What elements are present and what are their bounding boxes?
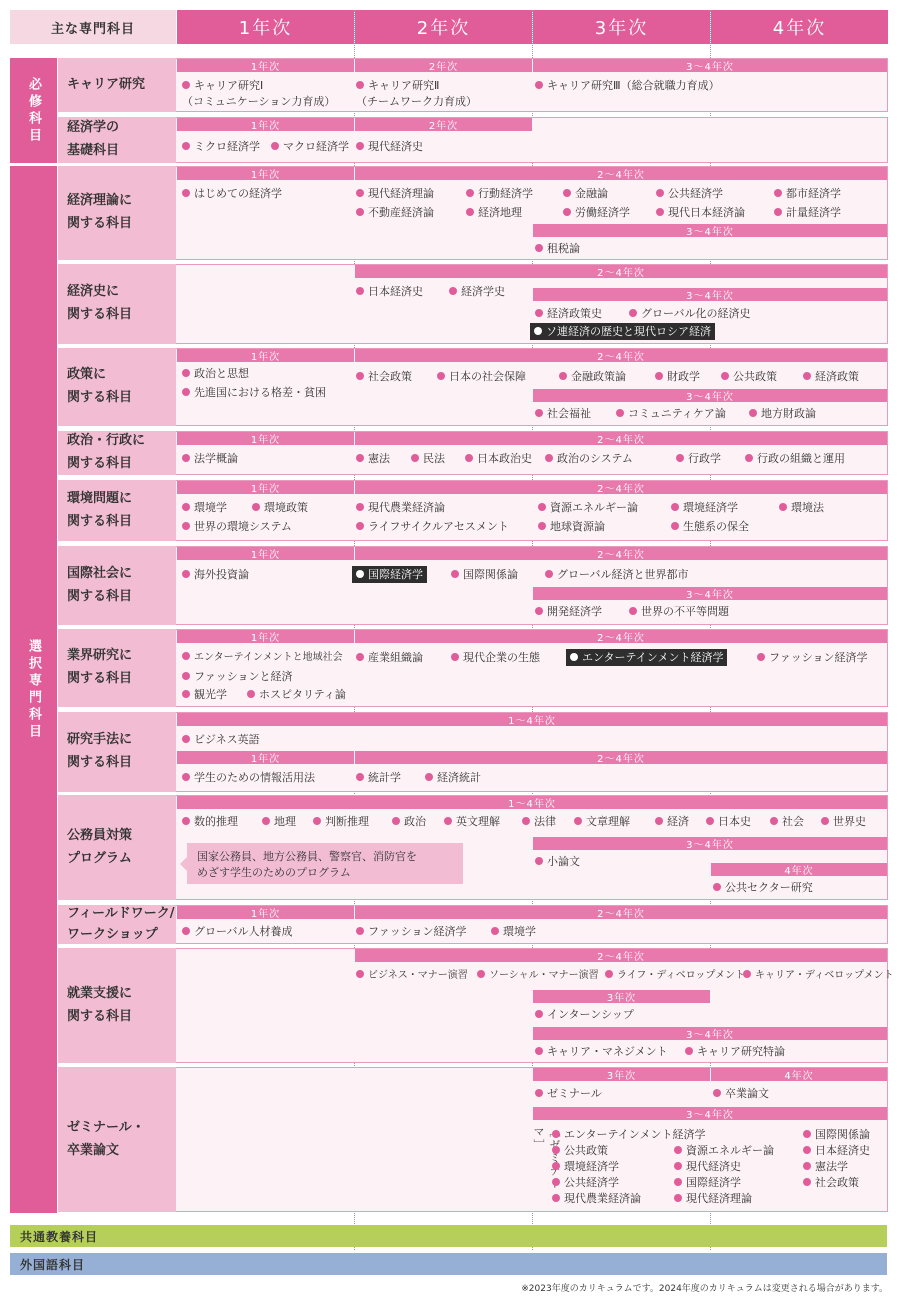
course-item: 英文理解 bbox=[444, 814, 500, 829]
row-label: フィールドワーク/ ワークショップ bbox=[58, 905, 176, 944]
course-item: 現代企業の生態 bbox=[451, 650, 540, 665]
year-bar: 3～4年次 bbox=[533, 837, 887, 850]
year-bar: 1年次 bbox=[177, 751, 354, 764]
year-bar: 4年次 bbox=[711, 1068, 887, 1081]
course-item: 行動経済学 bbox=[466, 186, 533, 201]
year-bar: 1年次 bbox=[177, 906, 354, 919]
course-item: 政治と思想 bbox=[182, 366, 249, 381]
year-bar: 1～4年次 bbox=[177, 796, 887, 809]
year-bar: 1年次 bbox=[177, 349, 354, 362]
course-item: 行政学 bbox=[676, 451, 721, 466]
row-label: 公務員対策 プログラム bbox=[58, 795, 176, 900]
seminar-theme-label: ［ゼミテーマ］ bbox=[532, 1126, 561, 1191]
course-item: 生態系の保全 bbox=[671, 519, 749, 534]
course-item: 日本の社会保障 bbox=[437, 369, 526, 384]
highlight-course: ソ連経済の歴史と現代ロシア経済 bbox=[530, 323, 715, 340]
course-item: ファッション経済学 bbox=[757, 650, 868, 665]
course-item: 観光学 bbox=[182, 687, 227, 702]
year-bar: 2～4年次 bbox=[355, 906, 887, 919]
header-year-4: 4年次 bbox=[711, 10, 888, 44]
course-item: 日本史 bbox=[706, 814, 751, 829]
course-item: 地理 bbox=[262, 814, 296, 829]
course-item: キャリア研究特論 bbox=[685, 1044, 785, 1059]
course-item: 経済政策 bbox=[803, 369, 859, 384]
course-item: 小論文 bbox=[535, 854, 580, 869]
year-bar: 2～4年次 bbox=[355, 949, 887, 962]
group-elective: 選択専門科目 bbox=[10, 166, 57, 1213]
course-item: 政治のシステム bbox=[545, 451, 633, 466]
course-item: はじめての経済学 bbox=[182, 186, 282, 201]
course-item: キャリア・ディベロップメント bbox=[743, 968, 894, 983]
course-item: エンターテインメント経済学 bbox=[552, 1127, 705, 1142]
row-label: 経済史に 関する科目 bbox=[58, 264, 176, 344]
course-item: 現代経済理論 bbox=[674, 1191, 752, 1206]
year-bar: 3～4年次 bbox=[533, 288, 887, 301]
year-bar: 3年次 bbox=[533, 1068, 710, 1081]
course-item: 公共経済学 bbox=[656, 186, 723, 201]
course-item: ミクロ経済学 bbox=[182, 139, 260, 154]
course-item: 労働経済学 bbox=[563, 205, 630, 220]
course-item: グローバル化の経済史 bbox=[629, 306, 750, 321]
course-item: 憲法 bbox=[356, 451, 390, 466]
course-item: キャリア・マネジメント bbox=[535, 1044, 668, 1059]
course-item: 経済地理 bbox=[466, 205, 522, 220]
year-bar: 3～4年次 bbox=[533, 587, 887, 600]
year-bar: 1年次 bbox=[177, 167, 354, 180]
course-item: 産業組織論 bbox=[356, 650, 423, 665]
common-education-bar: 共通教養科目 bbox=[10, 1225, 887, 1247]
course-item: 社会福祉 bbox=[535, 406, 591, 421]
course-item: 統計学 bbox=[356, 770, 401, 785]
course-item: 環境学 bbox=[182, 500, 227, 515]
course-item: エンターテインメントと地域社会 bbox=[182, 650, 343, 665]
course-item: インターンシップ bbox=[535, 1007, 634, 1022]
course-item: 公共政策 bbox=[552, 1143, 608, 1158]
row-label: 政策に 関する科目 bbox=[58, 348, 176, 426]
course-item: 学生のための情報活用法 bbox=[182, 770, 315, 785]
year-bar: 3～4年次 bbox=[533, 59, 887, 72]
note-pointer bbox=[180, 857, 187, 871]
course-item: 日本経済史 bbox=[356, 284, 423, 299]
year-bar: 2年次 bbox=[355, 59, 532, 72]
header-year-1: 1年次 bbox=[177, 10, 354, 44]
course-item: 憲法学 bbox=[803, 1159, 848, 1174]
row-label: 国際社会に 関する科目 bbox=[58, 546, 176, 625]
course-item: 計量経済学 bbox=[774, 205, 841, 220]
course-item: 社会 bbox=[770, 814, 804, 829]
course-item: 資源エネルギー論 bbox=[674, 1143, 774, 1158]
row-label: 研究手法に 関する科目 bbox=[58, 712, 176, 792]
year-bar: 1年次 bbox=[177, 630, 354, 643]
year-bar: 1年次 bbox=[177, 59, 354, 72]
course-item: ライフサイクルアセスメント bbox=[356, 519, 509, 534]
header-year-3: 3年次 bbox=[533, 10, 710, 44]
row-label: 業界研究に 関する科目 bbox=[58, 629, 176, 707]
course-subtitle: （チームワーク力育成） bbox=[356, 95, 477, 108]
highlight-course: エンターテインメント経済学 bbox=[566, 649, 727, 666]
course-item: 文章理解 bbox=[574, 814, 630, 829]
course-item: 現代農業経済論 bbox=[356, 500, 445, 515]
foreign-language-bar: 外国語科目 bbox=[10, 1253, 887, 1275]
course-item: 公共政策 bbox=[721, 369, 777, 384]
year-bar: 2～4年次 bbox=[355, 349, 887, 362]
course-item: コミュニティケア論 bbox=[616, 406, 726, 421]
course-item: 経済 bbox=[655, 814, 689, 829]
course-item: 法学概論 bbox=[182, 451, 238, 466]
course-item: 現代農業経済論 bbox=[552, 1191, 641, 1206]
course-item: 社会政策 bbox=[803, 1175, 859, 1190]
year-bar: 2年次 bbox=[355, 118, 532, 131]
course-item: 行政の組織と運用 bbox=[745, 451, 845, 466]
year-bar: 2～4年次 bbox=[355, 432, 887, 445]
year-bar: 3年次 bbox=[533, 990, 710, 1003]
year-bar: 2～4年次 bbox=[355, 481, 887, 494]
course-item: グローバル経済と世界都市 bbox=[545, 567, 688, 582]
year-bar: 4年次 bbox=[711, 863, 887, 876]
course-item: 公共セクター研究 bbox=[713, 880, 813, 895]
course-item: 卒業論文 bbox=[713, 1086, 769, 1101]
course-item: ビジネス英語 bbox=[182, 732, 260, 747]
year-bar: 1年次 bbox=[177, 547, 354, 560]
course-item: 金融政策論 bbox=[559, 369, 626, 384]
row-label: 環境問題に 関する科目 bbox=[58, 480, 176, 541]
course-item: 法律 bbox=[522, 814, 556, 829]
course-item: キャリア研究Ⅰ bbox=[182, 78, 263, 93]
course-item: 現代経済史 bbox=[356, 139, 423, 154]
course-item: 都市経済学 bbox=[774, 186, 841, 201]
course-item: 経済政策史 bbox=[535, 306, 602, 321]
course-item: 先進国における格差・貧困 bbox=[182, 385, 326, 400]
course-item: 政治 bbox=[392, 814, 426, 829]
year-bar: 3～4年次 bbox=[533, 224, 887, 237]
course-item: 現代日本経済論 bbox=[656, 205, 745, 220]
row-label: 政治・行政に 関する科目 bbox=[58, 431, 176, 475]
header-year-2: 2年次 bbox=[355, 10, 532, 44]
course-item: マクロ経済学 bbox=[271, 139, 349, 154]
course-item: 環境学 bbox=[491, 924, 536, 939]
course-item: 経済学史 bbox=[449, 284, 505, 299]
course-item: 日本政治史 bbox=[465, 451, 532, 466]
course-item: 世界史 bbox=[821, 814, 866, 829]
year-bar: 1年次 bbox=[177, 481, 354, 494]
course-item: キャリア研究Ⅲ（総合就職力育成） bbox=[535, 78, 720, 93]
course-item: 環境経済学 bbox=[552, 1159, 619, 1174]
course-item: 日本経済史 bbox=[803, 1143, 870, 1158]
course-item: 国際関係論 bbox=[803, 1127, 870, 1142]
year-bar: 2～4年次 bbox=[355, 167, 887, 180]
course-item: ビジネス・マナー演習 bbox=[356, 968, 468, 983]
course-item: 環境経済学 bbox=[671, 500, 738, 515]
row-label: キャリア研究 bbox=[58, 58, 176, 112]
course-item: 現代経済理論 bbox=[356, 186, 434, 201]
course-item: 環境法 bbox=[779, 500, 824, 515]
course-item: 金融論 bbox=[563, 186, 608, 201]
course-item: グローバル人材養成 bbox=[182, 924, 292, 939]
row-label: ゼミナール・ 卒業論文 bbox=[58, 1067, 176, 1212]
course-item: 現代経済史 bbox=[674, 1159, 741, 1174]
header-main-label: 主な専門科目 bbox=[10, 10, 176, 44]
year-bar: 2～4年次 bbox=[355, 547, 887, 560]
year-bar: 1～4年次 bbox=[177, 713, 887, 726]
course-item: ホスピタリティ論 bbox=[247, 687, 346, 702]
course-item: ゼミナール bbox=[535, 1086, 602, 1101]
course-subtitle: （コミュニケーション力育成） bbox=[182, 95, 336, 108]
course-item: 公共経済学 bbox=[552, 1175, 619, 1190]
course-item: 数的推理 bbox=[182, 814, 238, 829]
year-bar: 2～4年次 bbox=[355, 751, 887, 764]
course-item: 経済統計 bbox=[425, 770, 481, 785]
course-item: ファッション経済学 bbox=[356, 924, 467, 939]
row-label: 経済理論に 関する科目 bbox=[58, 166, 176, 260]
course-item: 世界の不平等問題 bbox=[629, 604, 729, 619]
footnote: ※2023年度のカリキュラムです。2024年度のカリキュラムは変更される場合があります。 bbox=[521, 1284, 888, 1294]
year-bar: 1年次 bbox=[177, 432, 354, 445]
course-item: 世界の環境システム bbox=[182, 519, 292, 534]
row-label: 経済学の 基礎科目 bbox=[58, 117, 176, 163]
course-item: 租税論 bbox=[535, 241, 580, 256]
course-item: 社会政策 bbox=[356, 369, 412, 384]
course-item: 不動産経済論 bbox=[356, 205, 434, 220]
year-bar: 3～4年次 bbox=[533, 1107, 887, 1120]
program-note: 国家公務員、地方公務員、警察官、消防官を めざす学生のためのプログラム bbox=[187, 843, 463, 884]
course-item: 財政学 bbox=[655, 369, 700, 384]
course-item: ライフ・ディベロップメント bbox=[605, 968, 745, 983]
course-item: 地方財政論 bbox=[749, 406, 816, 421]
year-bar: 2～4年次 bbox=[355, 265, 887, 278]
course-item: ファッションと経済 bbox=[182, 669, 293, 684]
course-item: 海外投資論 bbox=[182, 567, 249, 582]
course-item: 環境政策 bbox=[252, 500, 308, 515]
year-bar: 2～4年次 bbox=[355, 630, 887, 643]
course-item: キャリア研究Ⅱ bbox=[356, 78, 439, 93]
row-label: 就業支援に 関する科目 bbox=[58, 948, 176, 1063]
year-bar: 1年次 bbox=[177, 118, 354, 131]
course-item: 資源エネルギー論 bbox=[538, 500, 638, 515]
course-item: 開発経済学 bbox=[535, 604, 602, 619]
highlight-course: 国際経済学 bbox=[352, 566, 427, 583]
course-item: 民法 bbox=[411, 451, 445, 466]
course-item: 国際関係論 bbox=[451, 567, 518, 582]
course-item: 地球資源論 bbox=[538, 519, 605, 534]
course-item: 国際経済学 bbox=[674, 1175, 741, 1190]
year-bar: 3～4年次 bbox=[533, 389, 887, 402]
course-item: 判断推理 bbox=[313, 814, 369, 829]
year-bar: 3～4年次 bbox=[533, 1027, 887, 1040]
group-required: 必修科目 bbox=[10, 58, 57, 163]
course-item: ソーシャル・マナー演習 bbox=[477, 968, 599, 983]
